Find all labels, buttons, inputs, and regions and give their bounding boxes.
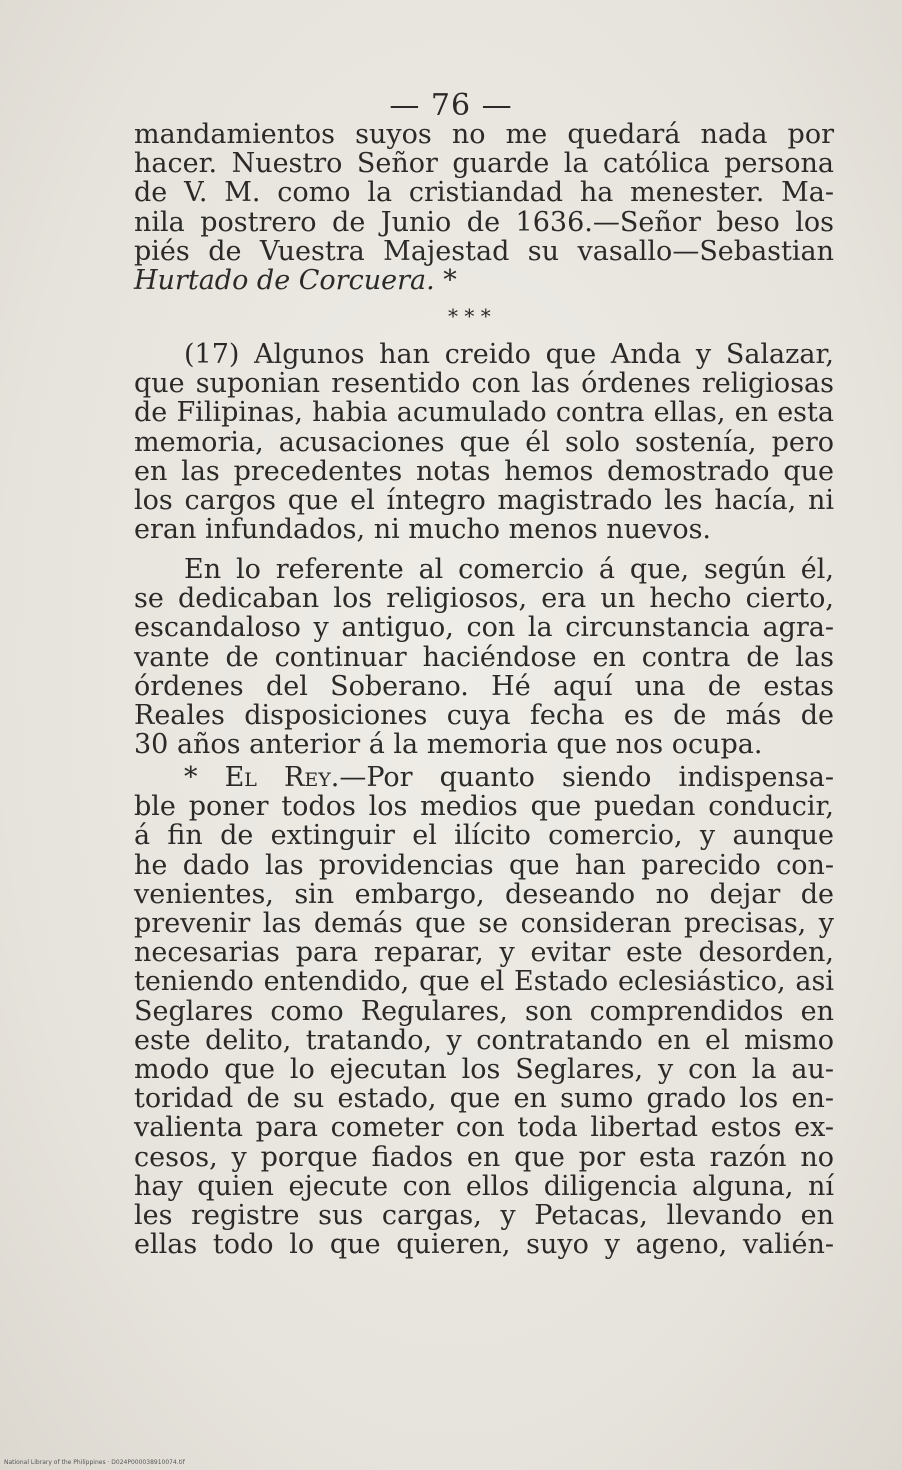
text-line: á fin de extinguir el ilícito comercio, y aunque bbox=[134, 820, 834, 852]
footnote-mark: * bbox=[443, 265, 457, 297]
text-line: les registre sus cargas, y Petacas, llevando en bbox=[134, 1200, 834, 1232]
text-line: toridad de su estado, que en sumo grado los en- bbox=[134, 1083, 834, 1115]
text-line: hacer. Nuestro Señor guarde la católica persona bbox=[134, 148, 834, 180]
page-number: — 76 — bbox=[389, 88, 513, 123]
text-line: memoria, acusaciones que él solo sostenía, pero bbox=[134, 426, 834, 458]
paragraph-three bbox=[134, 763, 834, 1259]
top-paragraph bbox=[134, 120, 834, 295]
text-line: en las precedentes notas hemos demostrado que bbox=[134, 455, 834, 487]
text-line: este delito, tratando, y contratando en el mismo bbox=[134, 1024, 834, 1056]
text-line-heading bbox=[134, 763, 834, 792]
paragraph-two bbox=[134, 555, 834, 759]
text-line: nila postrero de Junio de 1636.—Señor beso los bbox=[134, 206, 834, 238]
text-line: órdenes del Soberano. Hé aquí una de estas bbox=[134, 670, 834, 702]
text-line: modo que lo ejecutan los Seglares, y con la au- bbox=[134, 1054, 834, 1086]
footnote-mark: * bbox=[184, 762, 198, 793]
text-line: he dado las providencias que han parecido con- bbox=[134, 849, 834, 881]
text-line: escandaloso y antiguo, con la circunstancia agra- bbox=[134, 612, 834, 644]
text-line: se dedicaban los religiosos, era un hecho cierto, bbox=[134, 583, 834, 615]
text-line: vante de continuar haciéndose en contra de las bbox=[134, 641, 834, 673]
text-line: necesarias para reparar, y evitar este desorden, bbox=[134, 937, 834, 969]
text-line: ble poner todos los medios que puedan conducir, bbox=[134, 791, 834, 823]
text-line: teniendo entendido, que el Estado eclesiástico, asi bbox=[134, 966, 834, 998]
royal-heading: El Rey. bbox=[224, 762, 340, 793]
text-line: valienta para cometer con toda libertad estos ex- bbox=[134, 1112, 834, 1144]
text-line-rest: —Por quanto siendo indispensa- bbox=[339, 762, 834, 793]
text-line: En lo referente al comercio á que, según él, bbox=[184, 554, 834, 585]
text-line: Seglares como Regulares, son comprendidos en bbox=[134, 995, 834, 1027]
note-paragraph bbox=[134, 340, 834, 544]
signature-name: Hurtado de Corcuera. bbox=[134, 265, 435, 297]
text-line: de Filipinas, habia acumulado contra ellas, en esta bbox=[134, 397, 834, 429]
text-line: venientes, sin embargo, deseando no dejar de bbox=[134, 878, 834, 910]
text-line: mandamientos suyos no me quedará nada por bbox=[134, 119, 834, 150]
text-line: piés de Vuestra Majestad su vasallo—Sebastian bbox=[134, 235, 834, 267]
text-line: los cargos que el íntegro magistrado les hacía, ni bbox=[134, 485, 834, 517]
scan-credit: National Library of the Philippines · D024P000038910074.tif bbox=[4, 1459, 185, 1466]
text-line: 30 años anterior á la memoria que nos ocupa. bbox=[134, 729, 763, 761]
text-line: ellas todo lo que quieren, suyo y ageno, valién- bbox=[134, 1229, 834, 1261]
text-line: cesos, y porque fiados en que por esta razón no bbox=[134, 1141, 834, 1173]
text-line: (17) Algunos han creido que Anda y Salazar, bbox=[184, 339, 834, 370]
text-line: Reales disposiciones cuya fecha es de más de bbox=[134, 700, 834, 732]
text-line-signature bbox=[134, 266, 834, 295]
text-line: eran infundados, ni mucho menos nuevos. bbox=[134, 514, 712, 546]
text-line: de V. M. como la cristiandad ha menester. Ma- bbox=[134, 177, 834, 209]
asterism-divider: * * * bbox=[448, 304, 491, 328]
text-line: prevenir las demás que se consideran precisas, y bbox=[134, 908, 834, 940]
text-line: hay quien ejecute con ellos diligencia alguna, ní bbox=[134, 1170, 834, 1202]
text-line: que suponian resentido con las órdenes religiosas bbox=[134, 368, 834, 400]
